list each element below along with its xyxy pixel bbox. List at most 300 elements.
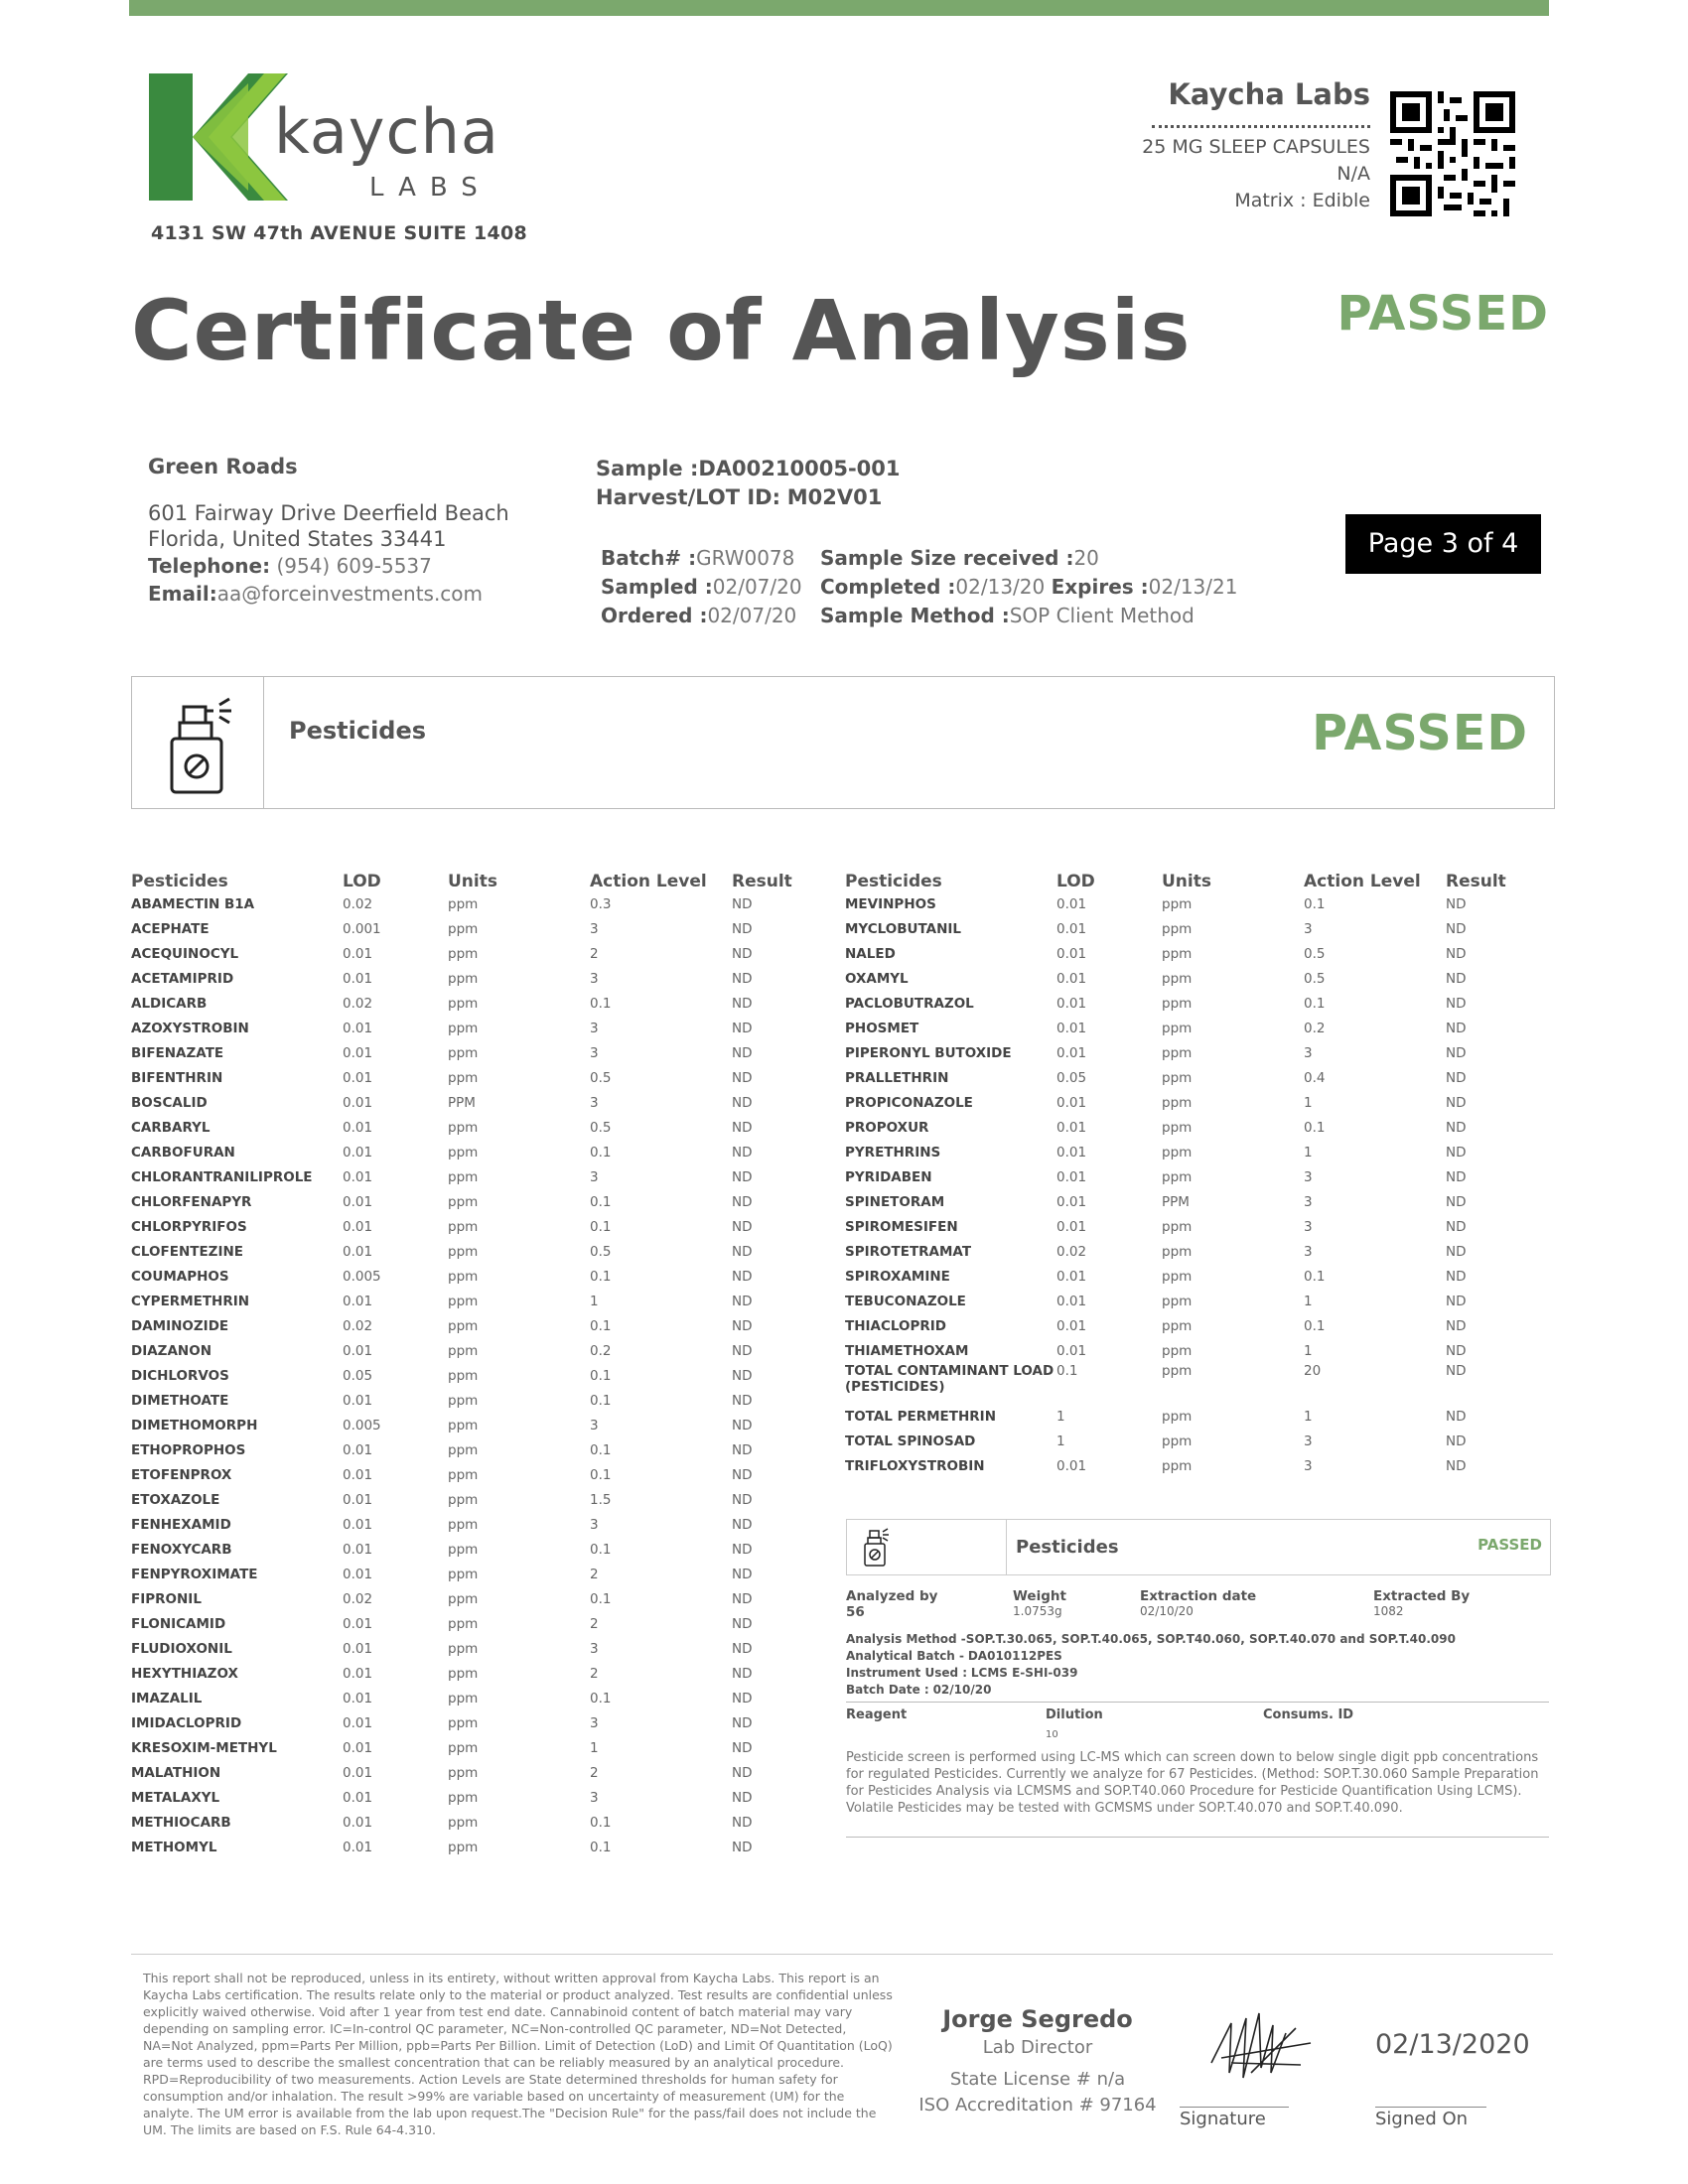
table-row (131, 941, 831, 966)
lod-value: 1 (1056, 1433, 1065, 1449)
action-level-value: 0.5 (590, 1119, 612, 1136)
lod-value: 0.005 (343, 1268, 381, 1285)
analytical-batch-value: DA010112PES (967, 1649, 1062, 1663)
pesticide-name: ETOXAZOLE (131, 1491, 220, 1508)
result-value: ND (1446, 895, 1467, 912)
result-value: ND (732, 1640, 753, 1657)
result-value: ND (732, 1144, 753, 1160)
size-label: Sample Size received : (820, 546, 1074, 570)
pesticide-name: THIACLOPRID (845, 1317, 947, 1334)
table-row (845, 1164, 1554, 1189)
action-level-value: 0.5 (590, 1243, 612, 1260)
pesticide-name: IMIDACLOPRID (131, 1714, 242, 1731)
table-row (131, 1760, 831, 1785)
result-value: ND (1446, 1020, 1467, 1036)
units-value: ppm (448, 1541, 479, 1558)
action-level-value: 3 (590, 1168, 599, 1185)
header-product-info (1013, 77, 1370, 214)
result-value: ND (732, 970, 753, 987)
table-row (131, 1710, 831, 1735)
pesticides-table-right (845, 862, 1554, 1478)
action-level-value: 0.1 (590, 1541, 612, 1558)
units-value: ppm (1162, 895, 1193, 912)
result-value: ND (732, 920, 753, 937)
lod-value: 0.1 (1056, 1363, 1078, 1379)
col-header-action-level: Action Level (1304, 872, 1421, 891)
result-value: ND (732, 1516, 753, 1533)
lod-value: 0.01 (343, 1144, 373, 1160)
logo-wordmark: kaycha (274, 95, 499, 168)
action-level-value: 3 (1304, 1243, 1313, 1260)
result-value: ND (732, 1615, 753, 1632)
pesticide-name: MYCLOBUTANIL (845, 920, 962, 937)
action-level-value: 0.1 (1304, 1317, 1326, 1334)
units-value: ppm (448, 1466, 479, 1483)
lot-label: Harvest/LOT ID: (596, 485, 781, 509)
client-email (148, 582, 483, 606)
table-row (131, 1164, 831, 1189)
result-value: ND (1446, 1268, 1467, 1285)
result-value: ND (732, 1094, 753, 1111)
result-value: ND (1446, 1363, 1467, 1379)
client-address-line2: Florida, United States 33441 (148, 527, 447, 551)
units-value: PPM (1162, 1193, 1190, 1210)
action-level-value: 3 (1304, 1044, 1313, 1061)
action-level-value: 0.1 (1304, 1268, 1326, 1285)
table-row (131, 1264, 831, 1289)
table-row (131, 1735, 831, 1760)
page-indicator: Page 3 of 4 (1345, 514, 1541, 574)
lod-value: 0.01 (343, 1839, 373, 1855)
pesticide-name: IMAZALIL (131, 1690, 203, 1706)
pesticide-name: ABAMECTIN B1A (131, 895, 255, 912)
table-row (131, 1835, 831, 1859)
completed-label: Completed : (820, 575, 956, 599)
lod-value: 0.01 (343, 1789, 373, 1806)
result-value: ND (1446, 1193, 1467, 1210)
col-header-units: Units (448, 872, 497, 891)
lod-value: 0.05 (1056, 1069, 1087, 1086)
table-row (131, 1189, 831, 1214)
lab-address: 4131 SW 47th AVENUE SUITE 1408 (151, 222, 528, 244)
size-value: 20 (1073, 546, 1099, 570)
lod-value: 0.01 (343, 1020, 373, 1036)
result-value: ND (1446, 1094, 1467, 1111)
pesticide-name: ETOFENPROX (131, 1466, 232, 1483)
units-value: ppm (1162, 1168, 1193, 1185)
table-row (131, 1115, 831, 1140)
table-row (131, 1040, 831, 1065)
result-value: ND (1446, 1342, 1467, 1359)
table-row (845, 1289, 1554, 1313)
section-status-badge: PASSED (1312, 705, 1528, 761)
pesticide-name: FLUDIOXONIL (131, 1640, 232, 1657)
table-row (131, 916, 831, 941)
table-row (845, 1090, 1554, 1115)
units-value: ppm (1162, 970, 1193, 987)
pesticide-name: DAMINOZIDE (131, 1317, 229, 1334)
result-value: ND (732, 895, 753, 912)
lod-value: 0.01 (343, 1690, 373, 1706)
action-level-value: 3 (1304, 1218, 1313, 1235)
units-value: ppm (448, 1293, 479, 1309)
table-row (131, 991, 831, 1016)
lod-value: 0.01 (343, 1392, 373, 1409)
result-value: ND (1446, 1069, 1467, 1086)
state-license: State License # n/a (949, 2069, 1126, 2090)
page-title: Certificate of Analysis (131, 282, 1192, 379)
extraction-date-label: Extraction date (1140, 1588, 1257, 1604)
action-level-value: 3 (590, 1094, 599, 1111)
units-value: ppm (1162, 1218, 1193, 1235)
sample-id: DA00210005-001 (698, 457, 901, 480)
lod-value: 0.01 (1056, 1317, 1087, 1334)
pesticide-name: ETHOPROPHOS (131, 1441, 246, 1458)
table-row (131, 1437, 831, 1462)
action-level-value: 0.1 (590, 1218, 612, 1235)
table-row (845, 1016, 1554, 1040)
result-value: ND (732, 945, 753, 962)
instrument-value: LCMS E-SHI-039 (970, 1666, 1078, 1680)
top-accent-bar (129, 0, 1549, 16)
result-value: ND (732, 1392, 753, 1409)
lod-value: 0.01 (1056, 1094, 1087, 1111)
pesticide-name: DIAZANON (131, 1342, 211, 1359)
action-level-value: 3 (590, 1417, 599, 1433)
result-value: ND (732, 1814, 753, 1831)
action-level-value: 3 (590, 1789, 599, 1806)
action-level-value: 0.1 (590, 1144, 612, 1160)
pesticide-name: HEXYTHIAZOX (131, 1665, 238, 1682)
lod-value: 0.01 (343, 1541, 373, 1558)
result-value: ND (732, 1293, 753, 1309)
pesticide-name: TOTAL CONTAMINANT LOAD (PESTICIDES) (845, 1363, 1055, 1395)
table-row (131, 1512, 831, 1537)
batch-label: Batch# : (601, 546, 697, 570)
result-value: ND (1446, 1408, 1467, 1425)
divider (846, 1837, 1549, 1838)
result-value: ND (1446, 1433, 1467, 1449)
pesticide-name: FENHEXAMID (131, 1516, 231, 1533)
units-value: ppm (448, 1268, 479, 1285)
action-level-value: 1 (1304, 1094, 1313, 1111)
lod-value: 0.01 (343, 1441, 373, 1458)
table-row (845, 966, 1554, 991)
result-value: ND (732, 1342, 753, 1359)
table-row (845, 1214, 1554, 1239)
result-value: ND (732, 1268, 753, 1285)
lod-value: 0.01 (343, 1119, 373, 1136)
pesticide-name: TEBUCONAZOLE (845, 1293, 966, 1309)
action-level-value: 0.1 (590, 1441, 612, 1458)
result-value: ND (732, 1193, 753, 1210)
units-value: ppm (1162, 1094, 1193, 1111)
signature-label: Signature (1180, 2109, 1266, 2129)
lod-value: 0.01 (1056, 1342, 1087, 1359)
units-value: ppm (448, 1392, 479, 1409)
pesticide-name: CYPERMETHRIN (131, 1293, 250, 1309)
lod-value: 0.01 (1056, 1044, 1087, 1061)
pesticide-name: METALAXYL (131, 1789, 220, 1806)
table-row (845, 891, 1554, 916)
action-level-value: 2 (590, 1615, 599, 1632)
spray-bottle-icon (847, 1520, 1007, 1574)
units-value: ppm (448, 1119, 479, 1136)
table-row (131, 1661, 831, 1686)
result-value: ND (1446, 1457, 1467, 1474)
pesticide-name: CHLORFENAPYR (131, 1193, 252, 1210)
qr-code-icon[interactable] (1390, 91, 1515, 216)
result-value: ND (732, 1020, 753, 1036)
action-level-value: 3 (590, 920, 599, 937)
table-row (131, 1413, 831, 1437)
action-level-value: 0.2 (1304, 1020, 1326, 1036)
lod-value: 0.01 (343, 1566, 373, 1582)
lod-value: 0.05 (343, 1367, 373, 1384)
action-level-value: 0.1 (590, 1392, 612, 1409)
sampled-value: 02/07/20 (712, 575, 802, 599)
pesticide-name: ACETAMIPRID (131, 970, 234, 987)
action-level-value: 3 (590, 1640, 599, 1657)
units-value: ppm (1162, 1293, 1193, 1309)
units-value: ppm (1162, 1020, 1193, 1036)
table-row (845, 1404, 1554, 1429)
action-level-value: 2 (590, 1665, 599, 1682)
action-level-value: 1 (1304, 1293, 1313, 1309)
table-row (845, 1239, 1554, 1264)
lod-value: 0.01 (343, 1615, 373, 1632)
table-row (845, 1363, 1554, 1404)
pesticide-name: PRALLETHRIN (845, 1069, 949, 1086)
email-value: aa@forceinvestments.com (216, 582, 484, 606)
col-header-result: Result (732, 872, 792, 891)
lod-value: 0.01 (343, 1293, 373, 1309)
telephone-value: (954) 609-5537 (276, 554, 432, 578)
result-value: ND (732, 1690, 753, 1706)
lod-value: 0.01 (1056, 1020, 1087, 1036)
units-value: ppm (448, 995, 479, 1012)
table-row (845, 1065, 1554, 1090)
result-value: ND (732, 1466, 753, 1483)
lod-value: 0.01 (1056, 1218, 1087, 1235)
lod-value: 0.01 (343, 1342, 373, 1359)
analysis-description: Pesticide screen is performed using LC-MS which can screen down to below single digit ppb concentrations for regulated Pesticides. Currently we analyze for 67 Pesticides. (Method: SOP.T.30.060 Sample Preparation for Pesticides Analysis via LCMSMS and SOP.T40.060 Procedure for Pesticide Quantification Using LCMS). Volatile Pesticides may be tested with GCMSMS under SOP.T.40.070 and SOP.T.40.090. (846, 1750, 1539, 1816)
units-value: ppm (448, 1739, 479, 1756)
units-value: ppm (448, 1690, 479, 1706)
pesticide-name: TOTAL PERMETHRIN (845, 1408, 996, 1425)
action-level-value: 3 (1304, 1168, 1313, 1185)
lod-value: 1 (1056, 1408, 1065, 1425)
units-value: ppm (448, 945, 479, 962)
signature-scribble-icon (1201, 2003, 1321, 2093)
table-row (131, 1562, 831, 1586)
table-row (845, 1313, 1554, 1338)
result-value: ND (732, 1317, 753, 1334)
result-value: ND (1446, 1317, 1467, 1334)
signature-line (1180, 2107, 1289, 2108)
analysis-summary-box (846, 1519, 1551, 1575)
table-row (131, 1785, 831, 1810)
lod-value: 0.01 (343, 1714, 373, 1731)
units-value: ppm (448, 1590, 479, 1607)
table-row (131, 1289, 831, 1313)
result-value: ND (732, 1168, 753, 1185)
instrument-label: Instrument Used : (846, 1666, 968, 1680)
pesticide-name: ACEPHATE (131, 920, 210, 937)
result-value: ND (732, 1714, 753, 1731)
action-level-value: 0.1 (1304, 995, 1326, 1012)
signed-on-label: Signed On (1375, 2109, 1469, 2129)
kaycha-labs-logo (149, 73, 506, 212)
units-value: ppm (448, 1714, 479, 1731)
sampled-label: Sampled : (601, 575, 713, 599)
method-value: SOP Client Method (1009, 604, 1195, 627)
table-row (131, 1810, 831, 1835)
action-level-value: 0.1 (590, 1814, 612, 1831)
action-level-value: 0.1 (1304, 895, 1326, 912)
client-address-line1: 601 Fairway Drive Deerfield Beach (148, 501, 509, 525)
consums-id-label: Consums. ID (1263, 1707, 1354, 1722)
dilution-label: Dilution (1046, 1707, 1103, 1722)
ordered-value: 02/07/20 (707, 604, 797, 627)
pesticide-name: CARBOFURAN (131, 1144, 235, 1160)
pesticide-name: DIMETHOMORPH (131, 1417, 258, 1433)
matrix-type: Matrix : Edible (1234, 190, 1370, 211)
table-row (845, 941, 1554, 966)
lod-value: 0.01 (1056, 945, 1087, 962)
units-value: ppm (448, 1044, 479, 1061)
sample-label: Sample : (596, 457, 699, 480)
table-row (131, 1016, 831, 1040)
result-value: ND (732, 1789, 753, 1806)
pesticide-name: METHIOCARB (131, 1814, 231, 1831)
units-value: ppm (1162, 1457, 1193, 1474)
lod-value: 0.01 (343, 1516, 373, 1533)
batch-value: GRW0078 (696, 546, 795, 570)
units-value: PPM (448, 1094, 476, 1111)
lod-value: 0.01 (343, 1491, 373, 1508)
table-row (131, 1140, 831, 1164)
units-value: ppm (448, 1342, 479, 1359)
result-value: ND (1446, 1243, 1467, 1260)
result-value: ND (732, 1417, 753, 1433)
result-value: ND (732, 1243, 753, 1260)
pesticide-name: DICHLORVOS (131, 1367, 229, 1384)
signer-name: Jorge Segredo (942, 2005, 1133, 2033)
lod-value: 0.02 (343, 1590, 373, 1607)
units-value: ppm (448, 1441, 479, 1458)
result-value: ND (732, 1119, 753, 1136)
result-value: ND (1446, 970, 1467, 987)
action-level-value: 2 (590, 1566, 599, 1582)
pesticide-name: PACLOBUTRAZOL (845, 995, 974, 1012)
action-level-value: 0.1 (1304, 1119, 1326, 1136)
pesticide-name: FENPYROXIMATE (131, 1566, 258, 1582)
lod-value: 0.01 (1056, 995, 1087, 1012)
action-level-value: 3 (590, 1714, 599, 1731)
result-value: ND (732, 1069, 753, 1086)
units-value: ppm (448, 895, 479, 912)
table-row (131, 1537, 831, 1562)
units-value: ppm (448, 1317, 479, 1334)
pesticide-name: METHOMYL (131, 1839, 217, 1855)
email-label: Email: (148, 582, 217, 606)
analytical-batch-label: Analytical Batch - (846, 1649, 965, 1663)
result-value: ND (1446, 995, 1467, 1012)
action-level-value: 0.5 (1304, 945, 1326, 962)
result-value: ND (732, 1739, 753, 1756)
lod-value: 0.01 (1056, 895, 1087, 912)
analysis-method-value: SOP.T.30.065, SOP.T.40.065, SOP.T40.060, SOP.T.40.070 and SOP.T.40.090 (965, 1632, 1456, 1646)
license-info (914, 2067, 1162, 2118)
lod-value: 0.02 (343, 995, 373, 1012)
table-row (845, 916, 1554, 941)
action-level-value: 0.1 (590, 1193, 612, 1210)
lod-value: 0.02 (343, 1317, 373, 1334)
pesticide-name: SPIROTETRAMAT (845, 1243, 972, 1260)
table-row (131, 966, 831, 991)
lod-value: 0.02 (343, 895, 373, 912)
units-value: ppm (1162, 1317, 1193, 1334)
action-level-value: 3 (590, 1516, 599, 1533)
units-value: ppm (448, 1615, 479, 1632)
analyzed-by (846, 1588, 937, 1620)
pesticide-name: DIMETHOATE (131, 1392, 229, 1409)
units-value: ppm (448, 1144, 479, 1160)
result-value: ND (732, 995, 753, 1012)
units-value: ppm (1162, 1433, 1193, 1449)
units-value: ppm (1162, 920, 1193, 937)
table-row (131, 1338, 831, 1363)
result-value: ND (1446, 1044, 1467, 1061)
units-value: ppm (1162, 1408, 1193, 1425)
pesticide-name: CHLORPYRIFOS (131, 1218, 247, 1235)
table-row (131, 1363, 831, 1388)
units-value: ppm (448, 1764, 479, 1781)
lab-name: Kaycha Labs (1168, 77, 1370, 111)
lod-value: 0.01 (343, 945, 373, 962)
table-row (131, 1065, 831, 1090)
result-value: ND (732, 1218, 753, 1235)
analyzed-by-value: 56 (846, 1604, 865, 1620)
pesticide-name: OXAMYL (845, 970, 909, 987)
units-value: ppm (448, 1367, 479, 1384)
result-value: ND (732, 1044, 753, 1061)
pesticide-name: MEVINPHOS (845, 895, 936, 912)
extraction-date-value: 02/10/20 (1140, 1604, 1194, 1618)
units-value: ppm (1162, 1119, 1193, 1136)
pesticide-name: BOSCALID (131, 1094, 208, 1111)
lod-value: 0.01 (343, 1243, 373, 1260)
units-value: ppm (448, 1516, 479, 1533)
sample-info (596, 455, 901, 512)
action-level-value: 1 (1304, 1144, 1313, 1160)
pesticide-name: ALDICARB (131, 995, 208, 1012)
units-value: ppm (1162, 945, 1193, 962)
result-value: ND (732, 1665, 753, 1682)
action-level-value: 0.5 (1304, 970, 1326, 987)
units-value: ppm (448, 1218, 479, 1235)
lod-value: 0.01 (1056, 1293, 1087, 1309)
expires-label: Expires : (1051, 575, 1149, 599)
action-level-value: 20 (1304, 1363, 1322, 1379)
pesticide-name: TRIFLOXYSTROBIN (845, 1457, 985, 1474)
weight-label: Weight (1013, 1588, 1066, 1604)
result-value: ND (732, 1541, 753, 1558)
lod-value: 0.005 (343, 1417, 381, 1433)
pesticide-name: PYRETHRINS (845, 1144, 941, 1160)
product-subtext: N/A (1336, 163, 1370, 185)
